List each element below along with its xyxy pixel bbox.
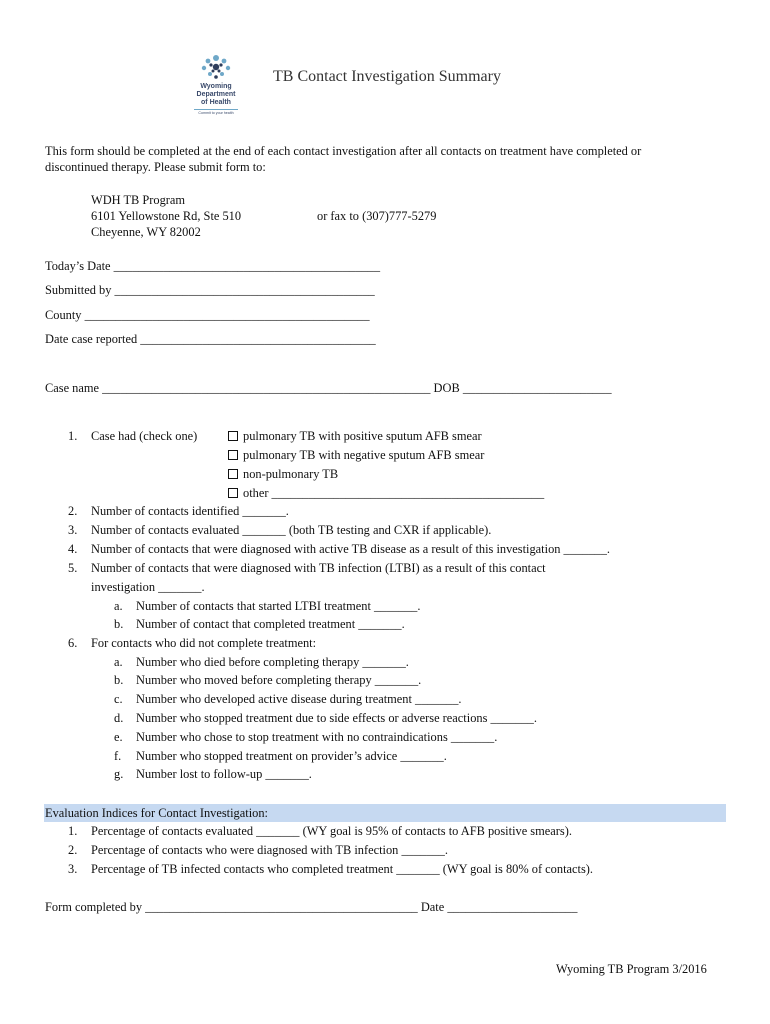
logo-divider [194,109,238,110]
item-6c-letter: c. [114,692,123,706]
item-6b-letter: b. [114,673,124,687]
item-6d-letter: d. [114,711,124,725]
item-1-label: Case had (check one) [91,429,198,443]
page-title: TB Contact Investigation Summary [273,68,501,85]
checkbox-icon[interactable] [228,488,238,498]
item-5a-text: Number of contacts that started LTBI treatment _______. [136,599,421,613]
item-5-text-line-2: investigation _______. [91,580,205,594]
item-3-text: Number of contacts evaluated _______ (both TB testing and CXR if applicable). [91,523,492,537]
item-6g-text: Number lost to follow-up _______. [136,767,312,781]
form-completed-by-field[interactable]: Form completed by ____________________________________________ Date _____________________ [45,900,578,914]
county-field[interactable]: County ______________________________________________ [45,308,370,322]
address-line-1: WDH TB Program [91,193,186,207]
item-6f-text: Number who stopped treatment on provider’s advice _______. [136,749,447,763]
case-name-dob-field[interactable]: Case name _____________________________________________________ DOB ________________________ [45,381,612,395]
item-6b-text: Number who moved before completing therapy _______. [136,673,422,687]
option-pulmonary-positive[interactable]: pulmonary TB with positive sputum AFB smear [228,428,482,444]
intro-line-1: This form should be completed at the end of each contact investigation after all contacts on treatment have completed or [45,144,642,158]
wdh-logo [190,52,242,122]
eval-3-text: Percentage of TB infected contacts who completed treatment _______ (WY goal is 80% of contacts). [91,862,594,876]
todays-date-field[interactable]: Today’s Date ___________________________________________ [45,259,381,273]
checkbox-icon[interactable] [228,450,238,460]
item-3-number: 3. [68,523,78,537]
item-5-number: 5. [68,561,78,575]
item-6a-letter: a. [114,655,123,669]
logo-line-3: of Health [201,99,231,106]
item-5a-letter: a. [114,599,123,613]
item-2-text: Number of contacts identified _______. [91,504,289,518]
option-pulmonary-negative[interactable]: pulmonary TB with negative sputum AFB smear [228,447,484,463]
logo-tagline: Commit to your health [198,111,234,115]
item-4-text: Number of contacts that were diagnosed with active TB disease as a result of this investigation _______. [91,542,611,556]
logo-line-2: Department [196,91,236,98]
item-6-number: 6. [68,636,78,650]
eval-1-text: Percentage of contacts evaluated _______ (WY goal is 95% of contacts to AFB positive smears). [91,824,572,838]
item-6c-text: Number who developed active disease during treatment _______. [136,692,462,706]
checkbox-icon[interactable] [228,431,238,441]
evaluation-header [44,804,726,822]
eval-3-number: 3. [68,862,78,876]
wdh-logo-icon [190,52,242,84]
item-6-text: For contacts who did not complete treatment: [91,636,317,650]
logo-line-1: Wyoming [200,83,232,90]
item-1-number: 1. [68,429,78,443]
evaluation-header-text: Evaluation Indices for Contact Investigation: [45,806,268,820]
fax-number: or fax to (307)777-5279 [317,209,437,223]
item-6e-text: Number who chose to stop treatment with no contraindications _______. [136,730,498,744]
submitted-by-field[interactable]: Submitted by __________________________________________ [45,283,375,297]
item-5b-text: Number of contact that completed treatment _______. [136,617,405,631]
item-6d-text: Number who stopped treatment due to side effects or adverse reactions _______. [136,711,537,725]
date-case-reported-field[interactable]: Date case reported ______________________________________ [45,332,376,346]
eval-2-number: 2. [68,843,78,857]
item-6f-letter: f. [114,749,122,763]
item-2-number: 2. [68,504,78,518]
option-other[interactable]: other ____________________________________________ [228,485,544,501]
intro-line-2: discontinued therapy. Please submit form to: [45,160,266,174]
option-non-pulmonary[interactable]: non-pulmonary TB [228,466,338,482]
item-6a-text: Number who died before completing therapy _______. [136,655,409,669]
checkbox-icon[interactable] [228,469,238,479]
eval-2-text: Percentage of contacts who were diagnosed with TB infection _______. [91,843,448,857]
footer-text: Wyoming TB Program 3/2016 [556,962,707,976]
eval-1-number: 1. [68,824,78,838]
address-line-2: 6101 Yellowstone Rd, Ste 510 [91,209,242,223]
item-5-text-line-1: Number of contacts that were diagnosed with TB infection (LTBI) as a result of this contact [91,561,546,575]
item-6g-letter: g. [114,767,124,781]
item-5b-letter: b. [114,617,124,631]
address-line-3: Cheyenne, WY 82002 [91,225,201,239]
item-4-number: 4. [68,542,78,556]
item-6e-letter: e. [114,730,123,744]
